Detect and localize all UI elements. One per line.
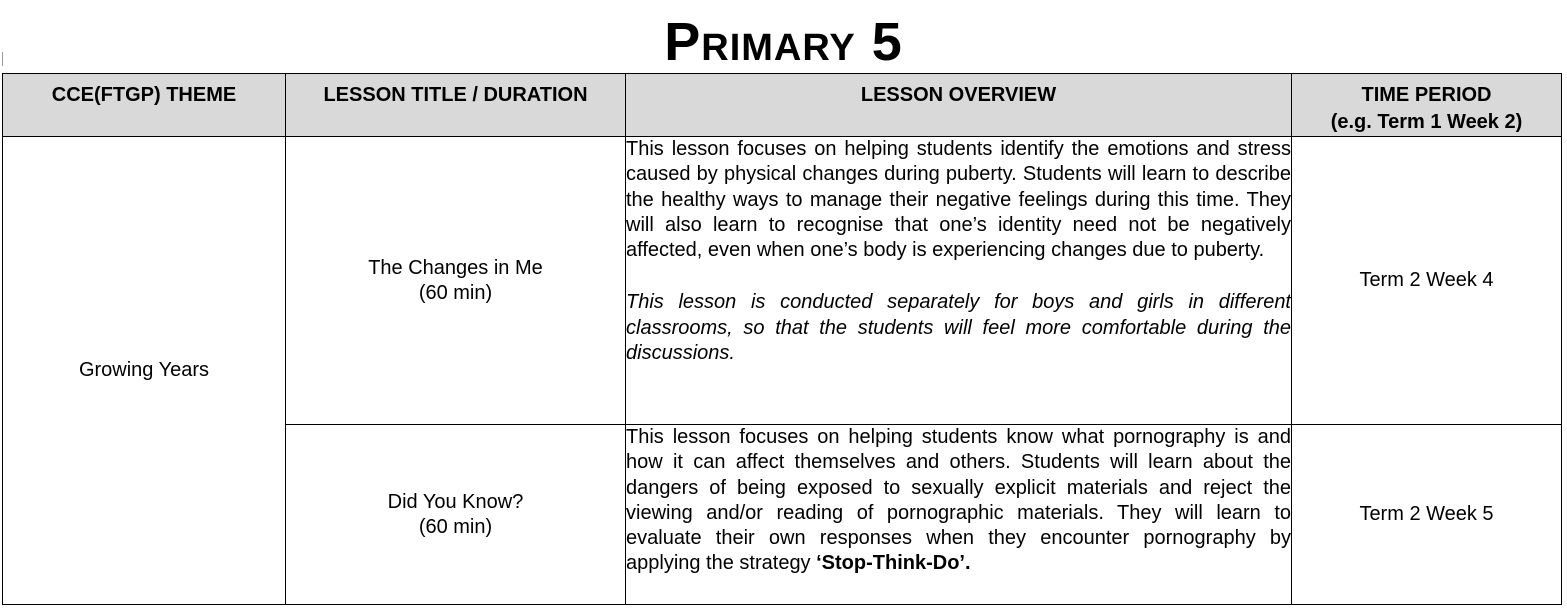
header-lesson-title [286, 74, 626, 137]
header-time-period-example: (e.g. Term 1 Week 2) [1330, 111, 1523, 133]
lesson-overview-note: This lesson is conducted separately for boys and girls in different classrooms, so that the students will feel more comfortable during the discussions. [626, 291, 1291, 365]
lesson-title-cell [286, 425, 626, 605]
theme-cell [3, 137, 286, 605]
header-time-period-label: TIME PERIOD [1361, 84, 1492, 106]
lesson-overview-cell [626, 137, 1292, 425]
table-header-row [3, 74, 1562, 137]
lesson-overview-text: This lesson focuses on helping students identify the emotions and stress caused by physical changes during puberty. Students will learn to describe the healthy ways to manage their negative feelings during this time. They will also learn to recognise that one’s identity need not be negatively affected, even when one’s body is experiencing changes due to puberty. [626, 138, 1291, 262]
time-period-cell [1292, 137, 1562, 425]
header-theme-label: CCE(FTGP) THEME [51, 84, 237, 106]
lesson-overview-cell [626, 425, 1292, 605]
time-period-value: Term 2 Week 4 [1359, 269, 1494, 291]
strategy-name: ‘Stop-Think-Do’. [816, 552, 971, 575]
lesson-duration: (60 min) [418, 281, 493, 304]
lesson-title: Did You Know? [387, 490, 524, 513]
page-title: Primary 5 [664, 12, 903, 72]
lesson-title: The Changes in Me [368, 256, 543, 279]
header-lesson-title-label: LESSON TITLE / DURATION [323, 84, 588, 106]
lesson-overview-text: This lesson focuses on helping students know what pornography is and how it can affect themselves and others. Students will learn about the dangers of being exposed to sexually explicit materials and reject the viewing and/or reading of pornographic materials. They will learn to evaluate their own responses when they encounter pornography by applying the strategy [626, 426, 1291, 575]
time-period-value: Term 2 Week 5 [1359, 503, 1494, 525]
lesson-title-cell [286, 137, 626, 425]
lesson-table [2, 73, 1562, 605]
theme-label: Growing Years [78, 359, 210, 381]
header-time-period [1292, 74, 1562, 137]
time-period-cell [1292, 425, 1562, 605]
header-overview [626, 74, 1292, 137]
table-row [3, 137, 1562, 425]
header-theme [3, 74, 286, 137]
header-overview-label: LESSON OVERVIEW [860, 84, 1057, 106]
lesson-duration: (60 min) [418, 515, 493, 538]
lesson-overview-paragraph [626, 425, 1291, 577]
